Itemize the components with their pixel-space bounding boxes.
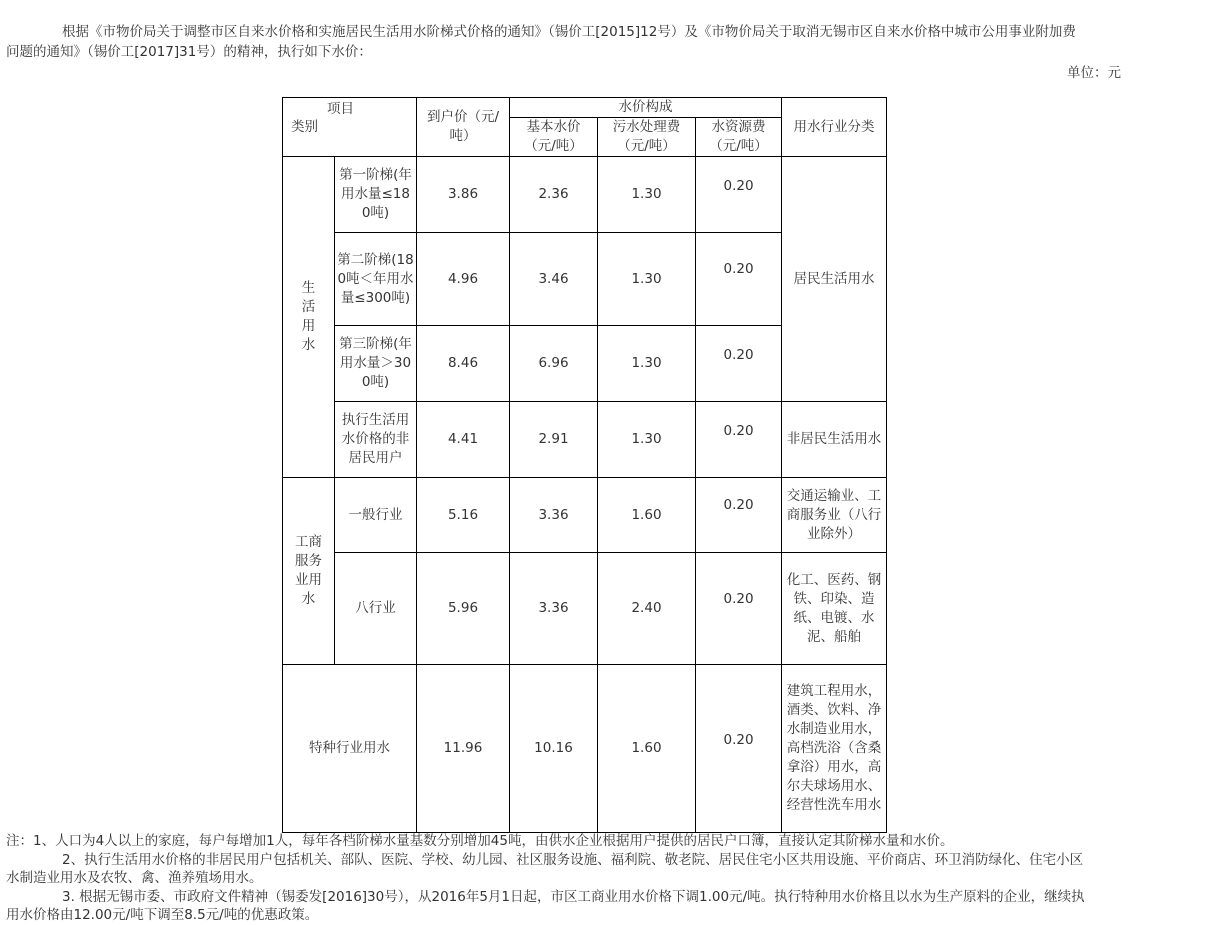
industry-residential: 居民生活用水 <box>782 157 887 402</box>
header-resource-fee: 水资源费（元/吨） <box>696 118 782 157</box>
header-industry-class: 用水行业分类 <box>782 98 887 157</box>
row-sewage: 2.40 <box>598 553 696 665</box>
header-composition: 水价构成 <box>510 98 782 118</box>
row-price: 5.16 <box>417 478 510 553</box>
note-2: 2、执行生活用水价格的非居民用户包括机关、部队、医院、学校、幼儿园、社区服务设施、福利院、敬老院、居民住宅小区共用设施、平价商店、环卫消防绿化、住宅小区 <box>62 851 1084 868</box>
industry-non-residential: 非居民生活用水 <box>782 402 887 478</box>
group-commercial: 工商服务业用水 <box>283 478 335 665</box>
row-base: 2.91 <box>510 402 598 478</box>
header-item: 项目 <box>327 101 354 117</box>
row-sewage: 1.30 <box>598 233 696 326</box>
row-price: 11.96 <box>417 665 510 833</box>
row-resource: 0.20 <box>696 233 782 326</box>
water-price-table <box>282 97 887 833</box>
row-price: 5.96 <box>417 553 510 665</box>
header-base-price: 基本水价（元/吨） <box>510 118 598 157</box>
row-base: 2.36 <box>510 157 598 233</box>
industry-eight: 化工、医药、钢铁、印染、造纸、电镀、水泥、船舶 <box>782 553 887 665</box>
row-price: 4.96 <box>417 233 510 326</box>
row-tier: 第二阶梯(180吨＜年用水量≤300吨) <box>335 233 417 326</box>
row-sewage: 1.60 <box>598 665 696 833</box>
note-1: 注：1、人口为4人以上的家庭，每户每增加1人，每年各档阶梯水量基数分别增加45吨，由供水企业根据用户提供的居民户口簿，直接认定其阶梯水量和水价。 <box>6 833 954 849</box>
intro-paragraph <box>6 22 1206 62</box>
row-tier: 第三阶梯(年用水量＞300吨) <box>335 326 417 402</box>
row-price: 3.86 <box>417 157 510 233</box>
row-tier: 一般行业 <box>335 478 417 553</box>
row-base: 6.96 <box>510 326 598 402</box>
row-resource: 0.20 <box>696 402 782 478</box>
row-base: 3.46 <box>510 233 598 326</box>
row-resource: 0.20 <box>696 157 782 233</box>
row-resource: 0.20 <box>696 553 782 665</box>
header-item-category <box>283 98 417 157</box>
industry-general: 交通运输业、工商服务业（八行业除外） <box>782 478 887 553</box>
industry-special: 建筑工程用水，酒类、饮料、净水制造业用水，高档洗浴（含桑拿浴）用水，高尔夫球场用水、经营性洗车用水 <box>782 665 887 833</box>
header-category: 类别 <box>291 119 318 135</box>
notes <box>6 832 1085 925</box>
row-sewage: 1.30 <box>598 402 696 478</box>
note-3: 3. 根据无锡市委、市政府文件精神（锡委发[2016]30号），从2016年5月1日起，市区工商业用水价格下调1.00元/吨。执行特种用水价格且以水为生产原料的企业，继续执 <box>62 888 1085 905</box>
intro-line-2: 问题的通知》（锡价工[2017]31号）的精神，执行如下水价： <box>6 44 372 60</box>
row-sewage: 1.60 <box>598 478 696 553</box>
row-tier: 八行业 <box>335 553 417 665</box>
note-2-cont: 水制造业用水及农牧、禽、渔养殖场用水。 <box>6 870 263 886</box>
note-3-cont: 用水价格由12.00元/吨下调至8.5元/吨的优惠政策。 <box>6 907 319 923</box>
row-tier: 第一阶梯(年用水量≤180吨) <box>335 157 417 233</box>
row-sewage: 1.30 <box>598 326 696 402</box>
row-tier: 执行生活用水价格的非居民用户 <box>335 402 417 478</box>
unit-label: 单位：元 <box>1067 65 1121 81</box>
header-sewage-fee: 污水处理费（元/吨） <box>598 118 696 157</box>
row-resource: 0.20 <box>696 665 782 833</box>
row-base: 10.16 <box>510 665 598 833</box>
row-price: 8.46 <box>417 326 510 402</box>
row-price: 4.41 <box>417 402 510 478</box>
row-resource: 0.20 <box>696 326 782 402</box>
group-special: 特种行业用水 <box>283 665 417 833</box>
header-household-price: 到户价（元/吨） <box>417 98 510 157</box>
row-base: 3.36 <box>510 478 598 553</box>
row-base: 3.36 <box>510 553 598 665</box>
group-domestic: 生活用水 <box>283 157 335 478</box>
row-resource: 0.20 <box>696 478 782 553</box>
intro-line-1: 根据《市物价局关于调整市区自来水价格和实施居民生活用水阶梯式价格的通知》（锡价工[2015]12号）及《市物价局关于取消无锡市区自来水价格中城市公用事业附加费 <box>62 24 1076 40</box>
row-sewage: 1.30 <box>598 157 696 233</box>
